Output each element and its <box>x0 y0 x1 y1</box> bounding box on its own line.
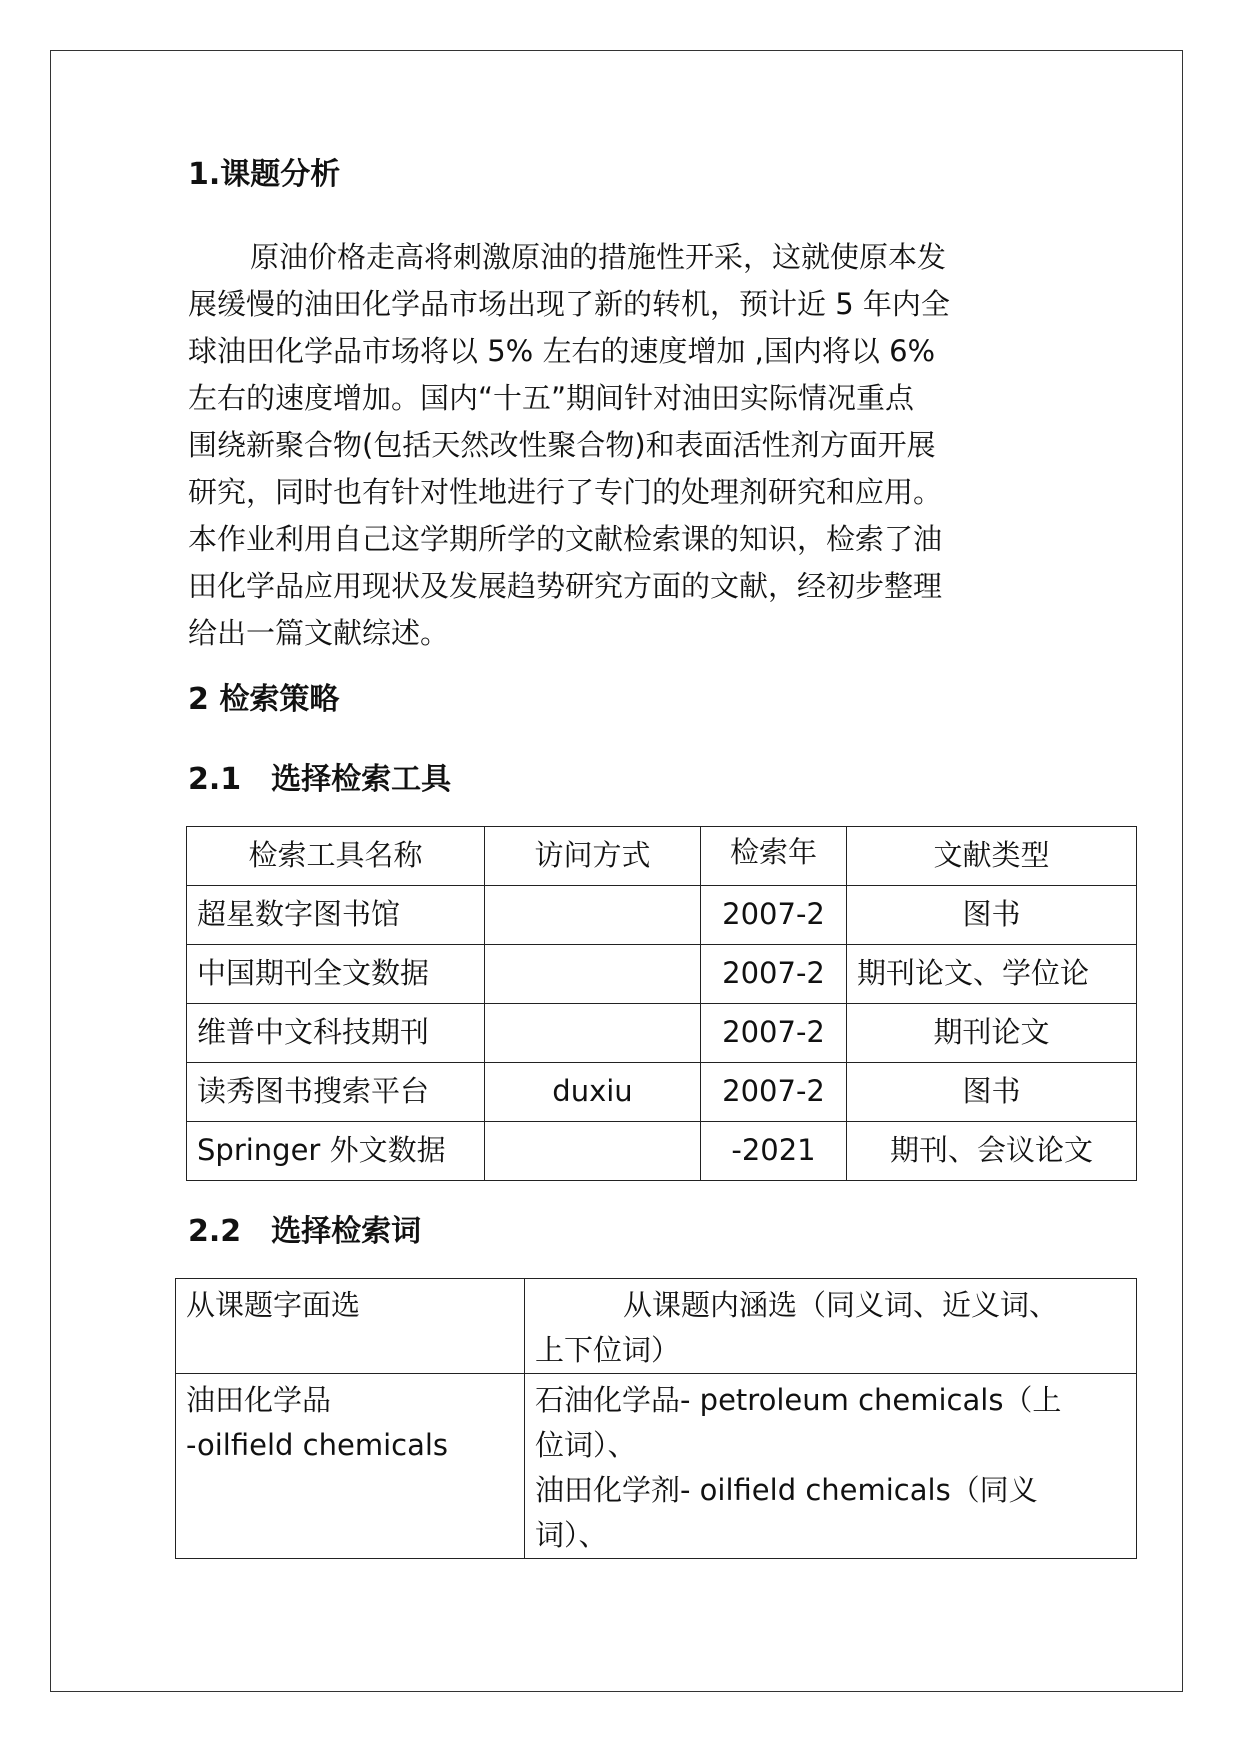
section-1-paragraph <box>188 234 1050 657</box>
document-type-cell: 期刊论文 <box>847 1004 1137 1063</box>
term-line: 位词）、 <box>535 1428 637 1462</box>
access-method-cell: duxiu <box>485 1063 701 1122</box>
table-row <box>187 945 1137 1004</box>
term-line: 油田化学品 <box>186 1383 332 1417</box>
document-type-cell: 期刊论文、学位论 <box>847 945 1137 1004</box>
term-line: 词）、 <box>535 1518 608 1552</box>
document-type-cell: 期刊、会议论文 <box>847 1122 1137 1181</box>
header-literal-terms: 从课题字面选 <box>176 1279 525 1374</box>
search-years-cell: 2007-2 <box>701 1004 847 1063</box>
paragraph-line: 展缓慢的油田化学品市场出现了新的转机，预计近 5 年内全 <box>188 287 950 321</box>
paragraph-line: 给出一篇文献综述。 <box>188 616 450 650</box>
table-row <box>187 1004 1137 1063</box>
header-connotation-terms <box>525 1279 1137 1374</box>
retrieval-tools-table <box>186 826 1137 1181</box>
section-2-1-heading: 2.1 选择检索工具 <box>188 762 452 797</box>
search-years-cell: 2007-2 <box>701 886 847 945</box>
access-method-cell <box>485 1122 701 1181</box>
literal-terms-cell <box>176 1374 525 1559</box>
header-document-type: 文献类型 <box>847 827 1137 886</box>
table-header-row <box>176 1279 1137 1374</box>
search-terms-table <box>175 1278 1137 1559</box>
header-search-years: 检索年 <box>701 827 847 886</box>
header-access-method: 访问方式 <box>485 827 701 886</box>
paragraph-line: 原油价格走高将刺激原油的措施性开采，这就使原本发 <box>250 240 947 274</box>
tool-name-cell: 维普中文科技期刊 <box>187 1004 485 1063</box>
connotation-terms-cell <box>525 1374 1137 1559</box>
paragraph-line: 球油田化学品市场将以 5% 左右的速度增加 ,国内将以 6% <box>188 334 936 368</box>
paragraph-line: 本作业利用自己这学期所学的文献检索课的知识，检索了油 <box>188 522 943 556</box>
term-line: 油田化学剂- oilfield chemicals（同义 <box>535 1473 1038 1507</box>
search-years-cell: 2007-2 <box>701 1063 847 1122</box>
term-line: 石油化学品- petroleum chemicals（上 <box>535 1383 1062 1417</box>
header-line: 从课题内涵选（同义词、近义词、 <box>623 1288 1059 1322</box>
table-row <box>187 1122 1137 1181</box>
section-1-heading: 1.课题分析 <box>188 157 341 192</box>
section-2-heading: 2 检索策略 <box>188 682 340 717</box>
paragraph-line: 左右的速度增加。国内“十五”期间针对油田实际情况重点 <box>188 381 915 415</box>
table-row <box>187 1063 1137 1122</box>
tool-name-cell: 超星数字图书馆 <box>187 886 485 945</box>
table-header-row <box>187 827 1137 886</box>
search-years-cell: -2021 <box>701 1122 847 1181</box>
table-row <box>176 1374 1137 1559</box>
search-years-cell: 2007-2 <box>701 945 847 1004</box>
tool-name-cell: Springer 外文数据 <box>187 1122 485 1181</box>
access-method-cell <box>485 1004 701 1063</box>
paragraph-line: 研究，同时也有针对性地进行了专门的处理剂研究和应用。 <box>188 475 943 509</box>
tool-name-cell: 中国期刊全文数据 <box>187 945 485 1004</box>
access-method-cell <box>485 886 701 945</box>
paragraph-line: 田化学品应用现状及发展趋势研究方面的文献，经初步整理 <box>188 569 943 603</box>
document-type-cell: 图书 <box>847 1063 1137 1122</box>
paragraph-line: 围绕新聚合物(包括天然改性聚合物)和表面活性剂方面开展 <box>188 428 936 462</box>
document-type-cell: 图书 <box>847 886 1137 945</box>
header-tool-name: 检索工具名称 <box>187 827 485 886</box>
table-row <box>187 886 1137 945</box>
section-2-2-heading: 2.2 选择检索词 <box>188 1214 422 1249</box>
tool-name-cell: 读秀图书搜索平台 <box>187 1063 485 1122</box>
header-line: 上下位词） <box>535 1333 681 1367</box>
access-method-cell <box>485 945 701 1004</box>
term-line: -oilfield chemicals <box>186 1428 449 1462</box>
